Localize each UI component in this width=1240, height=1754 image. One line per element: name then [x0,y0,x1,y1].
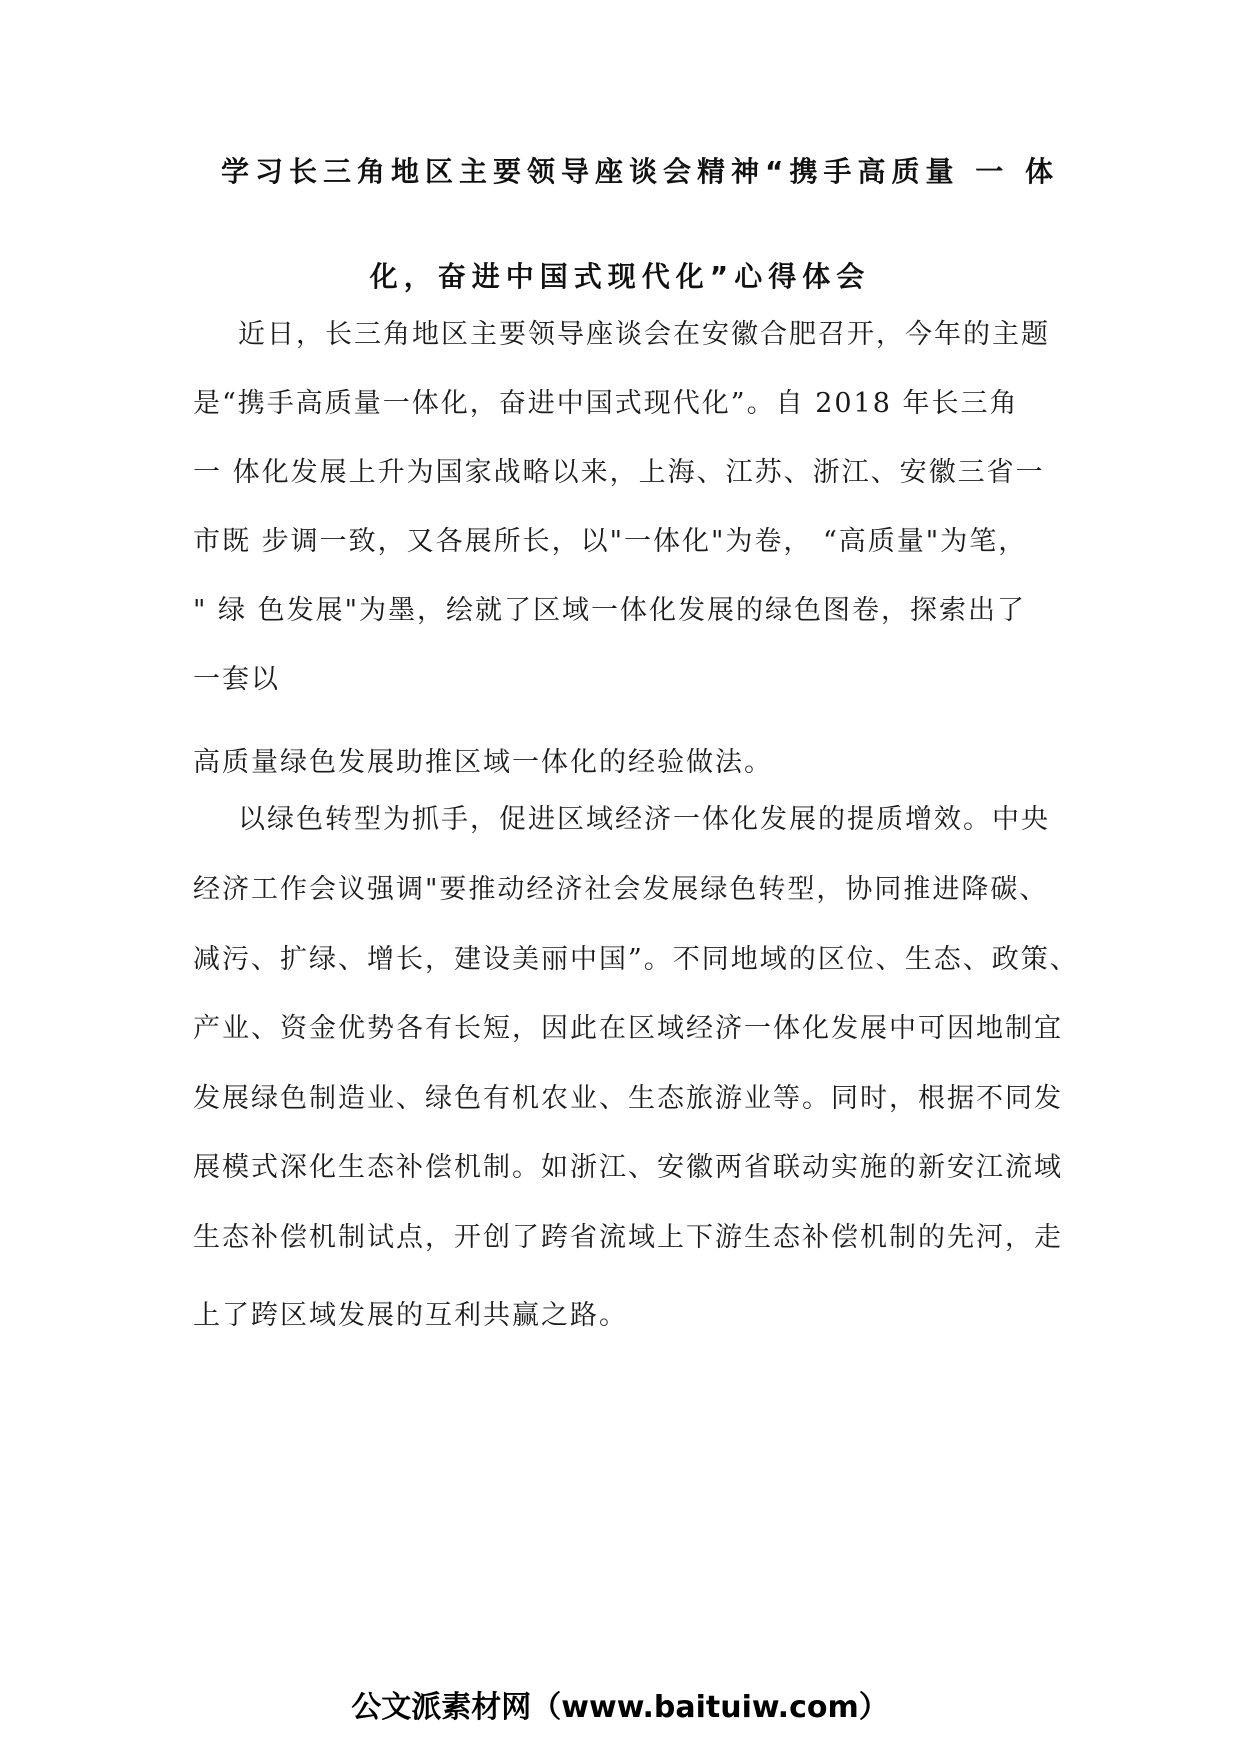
paragraph-2-line: 发展绿色制造业、绿色有机农业、生态旅游业等。同时，根据不同发 [193,1083,1063,1114]
paragraph-1-line: 高质量绿色发展助推区域一体化的经验做法。 [193,747,773,778]
paragraph-2-line: 上了跨区域发展的互利共赢之路。 [193,1300,628,1331]
paragraph-2-line: 经济工作会议强调"要推动经济社会发展绿色转型，协同推进降碳、 [193,874,1049,905]
paragraph-1-line: " 绿 色发展"为墨，绘就了区域一体化发展的绿色图卷，探索出了 [193,595,1027,626]
document-title-line-2: 化，奋进中国式现代化”心得体会 [369,260,871,293]
paragraph-2-line: 以绿色转型为抓手，促进区域经济一体化发展的提质增效。中央 [238,804,1050,835]
paragraph-1-line: 一套以 [193,664,280,695]
paragraph-2-line: 展模式深化生态补偿机制。如浙江、安徽两省联动实施的新安江流域 [193,1152,1063,1183]
paragraph-1-line: 是“携手高质量一体化，奋进中国式现代化”。自 2018 年长三角 [193,388,1019,419]
paragraph-1-line: 近日，长三角地区主要领导座谈会在安徽合肥召开，今年的主题 [238,319,1050,350]
paragraph-1-line: 市既 步调一致，又各展所长，以"一体化"为卷， “高质量"为笔， [193,526,1028,557]
footer-watermark: 公文派素材网（www.baituiw.com） [351,1690,889,1725]
paragraph-2-line: 产业、资金优势各有长短，因此在区域经济一体化发展中可因地制宜 [193,1013,1063,1044]
paragraph-2-line: 减污、扩绿、增长，建设美丽中国”。不同地域的区位、生态、政策、 [193,944,1079,975]
paragraph-1-line: 一 体化发展上升为国家战略以来，上海、江苏、浙江、安徽三省一 [193,457,1045,488]
paragraph-2-line: 生态补偿机制试点，开创了跨省流域上下游生态补偿机制的先河，走 [193,1222,1063,1253]
document-title-line-1: 学习长三角地区主要领导座谈会精神“携手高质量 一 体 [221,155,1059,188]
